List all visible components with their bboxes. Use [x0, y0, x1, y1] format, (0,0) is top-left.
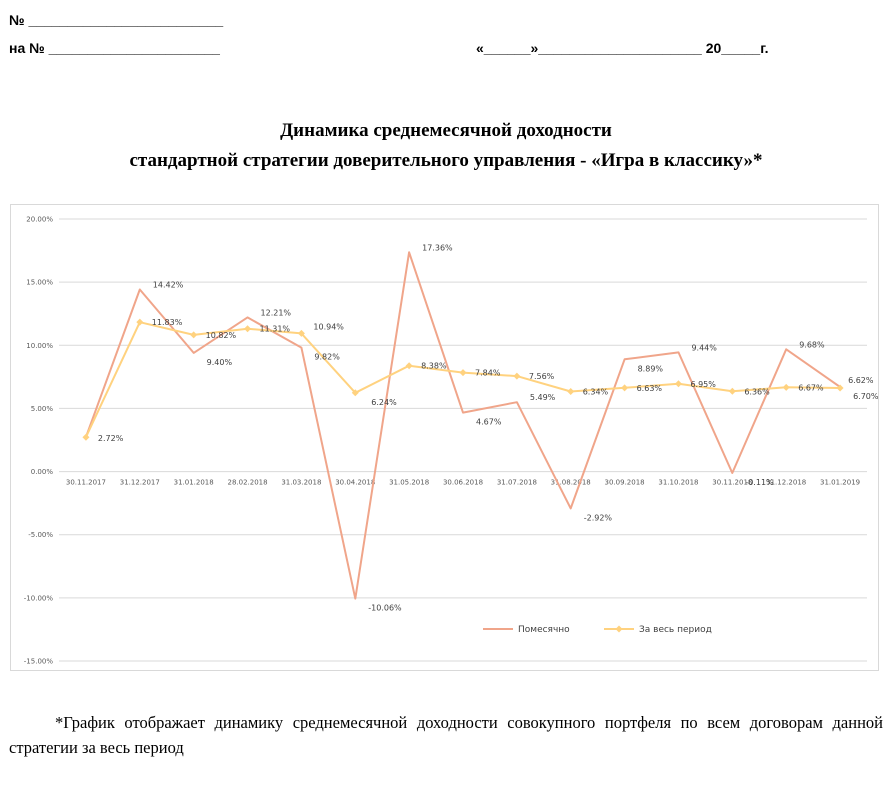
data-label-period: 10.94%	[313, 322, 344, 332]
reference-number-line: на № ______________________	[9, 40, 220, 56]
document-number-line: № _________________________	[9, 12, 224, 28]
series-marker-period	[729, 388, 736, 395]
data-label-monthly: 8.89%	[637, 364, 664, 374]
data-label-monthly: -2.92%	[583, 513, 613, 523]
legend-marker-period	[616, 626, 623, 633]
x-tick-label: 31.10.2018	[658, 478, 699, 487]
series-marker-period	[513, 373, 520, 380]
x-tick-label: 31.07.2018	[496, 478, 537, 487]
x-tick-label: 31.01.2018	[173, 478, 214, 487]
legend-label-period: За весь период	[639, 625, 712, 635]
x-tick-label: 30.11.2017	[65, 478, 106, 487]
x-tick-label: 28.02.2018	[227, 478, 268, 487]
y-tick-label: 10.00%	[26, 341, 53, 350]
data-label-period: 7.56%	[528, 372, 555, 382]
data-label-period: 6.34%	[582, 387, 609, 397]
data-label-period: 8.38%	[421, 361, 447, 371]
series-marker-period	[621, 384, 628, 391]
series-marker-period	[190, 331, 197, 338]
x-tick-label: 30.09.2018	[604, 478, 645, 487]
series-marker-period	[244, 325, 251, 332]
data-label-period: 11.83%	[151, 318, 183, 328]
x-tick-label: 30.06.2018	[442, 478, 484, 487]
y-tick-label: 20.00%	[26, 215, 53, 224]
data-label-period: 7.84%	[475, 368, 501, 378]
x-tick-label: 31.05.2018	[389, 478, 430, 487]
chart-title-line2: стандартной стратегии доверительного управления - «Игра в классику»*	[129, 150, 763, 171]
data-label-period: 10.82%	[205, 330, 237, 340]
data-label-monthly: 17.36%	[422, 243, 453, 253]
x-tick-label: 31.01.2019	[820, 478, 861, 487]
line-chart	[11, 205, 878, 670]
data-label-monthly: 6.70%	[853, 391, 878, 401]
data-label-period: 6.67%	[798, 383, 824, 393]
legend-label-monthly: Помесячно	[518, 625, 570, 635]
x-tick-label: 31.03.2018	[281, 478, 322, 487]
data-label-monthly: -10.06%	[368, 603, 402, 613]
series-line-period	[86, 322, 840, 437]
series-marker-period	[567, 388, 574, 395]
y-tick-label: -10.00%	[23, 594, 53, 603]
data-label-monthly: 9.82%	[314, 352, 340, 362]
data-label-period: 6.36%	[744, 387, 770, 397]
series-marker-period	[406, 362, 413, 369]
data-label-period: 6.24%	[371, 397, 397, 407]
series-line-monthly	[86, 252, 840, 598]
data-label-monthly: 4.67%	[476, 417, 502, 427]
data-label-period: 6.62%	[848, 375, 874, 385]
y-tick-label: -5.00%	[28, 531, 53, 540]
data-label-period: 11.31%	[259, 324, 291, 334]
data-label-period: 2.72%	[97, 434, 124, 444]
x-tick-label: 30.11.2018	[712, 478, 753, 487]
data-label-monthly: 9.68%	[799, 340, 825, 350]
series-marker-period	[675, 380, 682, 387]
data-label-monthly: 9.40%	[206, 357, 233, 367]
chart-area	[10, 204, 879, 671]
y-tick-label: 0.00%	[30, 468, 53, 477]
x-tick-label: 31.12.2018	[766, 478, 807, 487]
x-tick-label: 30.04.2018	[335, 478, 376, 487]
chart-title	[0, 116, 892, 176]
series-marker-period	[783, 384, 790, 391]
series-marker-period	[136, 319, 143, 326]
x-tick-label: 31.12.2017	[119, 478, 160, 487]
date-line: «______»_____________________ 20_____г.	[476, 40, 769, 56]
data-label-monthly: 5.49%	[529, 393, 556, 403]
x-tick-label: 31.08.2018	[550, 478, 591, 487]
footnote: *График отображает динамику среднемесячной доходности совокупного портфеля по всем договорам данной стратегии за весь период	[9, 713, 883, 757]
data-label-period: 6.95%	[690, 379, 716, 389]
series-marker-period	[82, 434, 89, 441]
data-label-monthly: 9.44%	[691, 343, 717, 353]
y-tick-label: 15.00%	[26, 278, 53, 287]
y-tick-label: 5.00%	[30, 404, 53, 413]
series-marker-period	[460, 369, 467, 376]
data-label-monthly: -0.11%	[745, 477, 774, 487]
data-label-monthly: 12.21%	[260, 308, 292, 318]
data-label-period: 6.63%	[636, 383, 663, 393]
y-tick-label: -15.00%	[23, 657, 53, 666]
chart-title-line1: Динамика среднемесячной доходности	[280, 120, 612, 141]
data-label-monthly: 14.42%	[152, 280, 184, 290]
